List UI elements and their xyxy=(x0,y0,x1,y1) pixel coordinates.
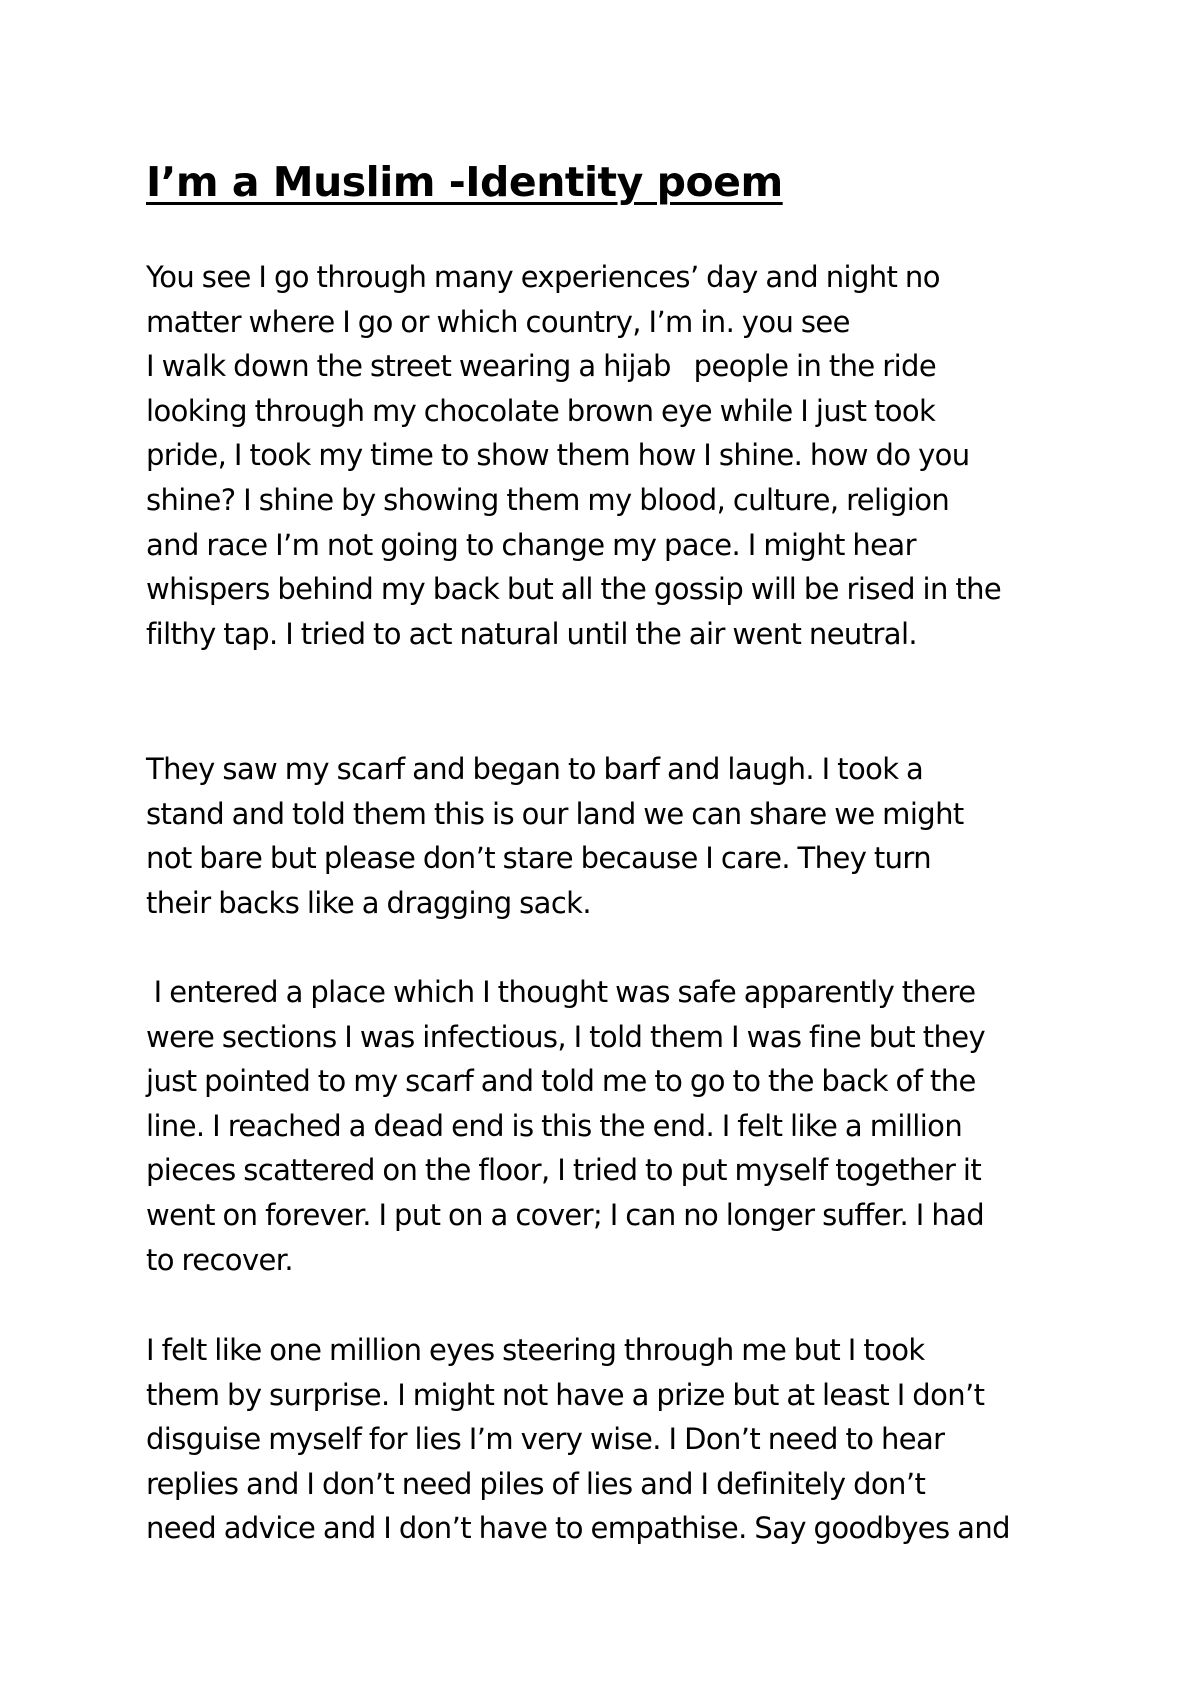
text-line: just pointed to my scarf and told me to go to the back of the xyxy=(146,1064,976,1099)
text-line: filthy tap. I tried to act natural until the air went neutral. xyxy=(146,616,918,651)
text-line: went on forever. I put on a cover; I can no longer suffer. I had xyxy=(146,1197,985,1232)
text-line: pride, I took my time to show them how I shine. how do you xyxy=(146,438,970,473)
paragraph-2 xyxy=(146,747,964,925)
text-line: I felt like one million eyes steering through me but I took xyxy=(146,1333,925,1367)
text-line: need advice and I don’t have to empathise. Say goodbyes and xyxy=(146,1511,1010,1546)
text-line: their backs like a dragging sack. xyxy=(146,885,591,920)
text-line: and race I’m not going to change my pace. I might hear xyxy=(146,527,916,562)
text-line: line. I reached a dead end is this the end. I felt like a million xyxy=(146,1108,963,1143)
text-line: not bare but please don’t stare because I care. They turn xyxy=(146,841,932,876)
poem-title: I’m a Muslim -Identity poem xyxy=(146,158,783,206)
text-line: I walk down the street wearing a hijab people in the ride xyxy=(146,349,937,384)
text-line: to recover. xyxy=(146,1242,294,1277)
text-line: I entered a place which I thought was safe apparently there xyxy=(146,975,976,1009)
text-line: them by surprise. I might not have a prize but at least I don’t xyxy=(146,1377,985,1412)
text-line: They saw my scarf and began to barf and laugh. I took a xyxy=(146,752,924,786)
text-line: were sections I was infectious, I told them I was fine but they xyxy=(146,1019,986,1054)
text-line: You see I go through many experiences’ day and night no xyxy=(146,260,940,294)
paragraph-3 xyxy=(146,970,985,1282)
text-line: stand and told them this is our land we can share we might xyxy=(146,796,964,831)
paragraph-4 xyxy=(146,1328,1010,1551)
text-line: whispers behind my back but all the gossip will be rised in the xyxy=(146,572,1002,607)
text-line: replies and I don’t need piles of lies and I definitely don’t xyxy=(146,1466,926,1501)
paragraph-1 xyxy=(146,255,1001,656)
text-line: looking through my chocolate brown eye while I just took xyxy=(146,393,936,428)
text-line: disguise myself for lies I’m very wise. I Don’t need to hear xyxy=(146,1422,945,1457)
text-line: pieces scattered on the floor, I tried to put myself together it xyxy=(146,1153,982,1188)
text-line: matter where I go or which country, I’m in. you see xyxy=(146,304,850,339)
text-line: shine? I shine by showing them my blood, culture, religion xyxy=(146,482,950,517)
